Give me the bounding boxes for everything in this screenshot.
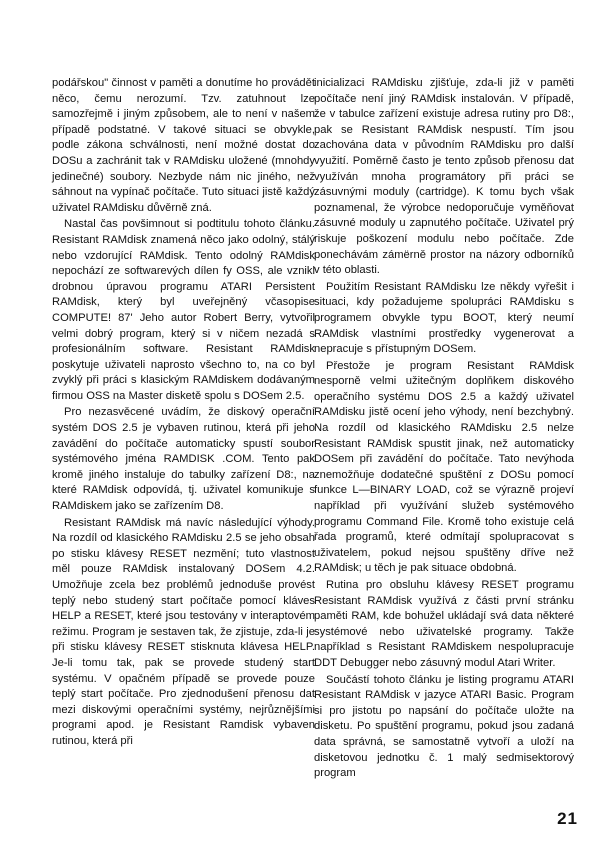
paragraph: Součástí tohoto článku je listing programu ATARI Resistant RAMdisk v jazyce ATARI Basic. Program si pro jistotu po napsání do počítače uložte na disketu. Po spuštění programu, pokud jsou zadaná data správná, se samostatně vytvoří a uloží na disketovou jednotku č. 1 malý sedmisektorový program	[314, 673, 574, 780]
paragraph: Pro nezasvěcené uvádím, že diskový operační systém DOS 2.5 je vybaven rutinou, která při jeho zavádění do počítače automaticky spustí soubor systémového jména RAMDISK .COM. Tento pak kromě jiného instaluje do tabulky zařízení D8:, na které RAMdisk odpovídá, tj. uživatel komunikuje s RAMdiskem jako se zařízením D8.	[52, 406, 315, 513]
paragraph: Použitím Resistant RAMdisku lze někdy vyřešit i situaci, kdy požadujeme spolupráci RAMdisku s programem obvykle typu BOOT, který neumí RAMdisk vlastními prostředky vygenerovat a nepracuje s přístupným DOSem.	[314, 280, 574, 356]
left-column	[52, 76, 315, 751]
right-column	[314, 76, 574, 783]
paragraph: Resistant RAMdisk má navíc následující výhody. Na rozdíl od klasického RAMdisku 2.5 se jeho obsah po stisku klávesy RESET nezmění; tuto vlastnost měl pouze RAMdisk instalovaný DOSem 4.2. Umožňuje zcela bez problémů jednoduše provést teplý nebo studený start počítače pomocí kláves HELP a RESET, které jsou testovány v interaptovém režimu. Program je sestaven tak, že zjistuje, zda-li je při stisku klávesy RESET stisknuta klávesa HELP. Je-li tomu tak, pak se provede studený start systému. V opačném případě se provede pouze teplý start počítače. Pro zjednodušení přenosu dat mezi diskovými operačními systémy, nejrůznějšími programi apod. je Resistant Ramdisk vybaven rutinou, která při	[52, 516, 315, 747]
page-number: 21	[557, 809, 578, 828]
paragraph: inicializaci RAMdisku zjišťuje, zda-li již v paměti počítače není jiný RAMdisk instalován. V případě, že v tabulce zařízení existuje adresa rutiny pro D8:, pak se Resistant RAMdisk nespustí. Tím jsou zachována data v původním RAMdisku pro další využití. Poměrně často je tento způsob přenosu dat využíván mnoha programátory při práci se zásuvnými moduly (cartridge). K tomu bych však poznamenal, že výrobce nedoporučuje vyměňovat zásuvné moduly u zapnutého počítače. Uživatel prý riskuje poškození modulu nebo počítače. Zde ponechávám zámërně prostor na názory odborníků v této oblasti.	[314, 77, 574, 277]
paragraph: podářskou" činnost v paměti a donutíme ho provádět něco, čemu nerozumí. Tzv. zatuhnout lze samozřejmě i jiným způsobem, ale to není v našem případě podstatné. V takové situaci se obvykle, podle zákona schválnosti, není možné dostat do DOSu a zachránit tak v RAMdisku uložené (mnohdy jedinečné) soubory. Nezbyde nám nic jiného, než sáhnout na vypínač počítače. Tuto situaci jistě každý uživatel RAMdisku důvěrně zná.	[52, 77, 315, 214]
paragraph: Nastal čas povšimnout si podtitulu tohoto článku. Resistant RAMdisk znamená něco jako odolný, stálý nebo vzdorující RAMdisk. Tento odolný RAMdisk nepochází ze softwarevých dílen fy OSS, ale vznikl drobnou úpravou programu ATARI Persistent RAMdisk, který byl uveřejněný včasopise COMPUTE! 87' Jeho autor Robert Berry, vytvořil velmi dobrý program, který si v ničem nezadá s profesionálním software. Resistant RAMdisk poskytuje uživateli naprosto všechno to, na co byl zvyklý při práci s klasickým RAMdiskem dodávaným firmou OSS na Master disketě spolu s DOSem 2.5.	[52, 218, 315, 402]
paragraph: Přestože je program Resistant RAMdisk nesporně velmi užitečným doplňkem diskového operačního systému DOS 2.5 a každý uživatel RAMdisku jistě ocení jeho výhody, není bezchybný. Na rozdíl od klasického RAMdisku 2.5 nelze Resistant RAMdisk spustit jinak, než automaticky DOSem při zavádění do počítače. Tato nevýhoda znemožňuje dodatečné spuštění z DOSu pomocí funkce L—BINARY LOAD, což se výrazně projeví například při využívání služeb systémového programu Command File. Kromě toho existuje celá řada programů, které odmítají spolupracovat s uživatelem, pokud nejsou spuštěny dříve než RAMdisk; u těch je pak situace obdobná.	[314, 359, 574, 575]
paragraph: Rutina pro obsluhu klávesy RESET programu Resistant RAMdisk využívá z části první stránku paměti RAM, kde bohužel ukládají svá data některé systémové nebo uživatelské programy. Takže například s Resistant RAMdiskem nespolupracuje DDT Debugger nebo zásuvný modul Atari Writer.	[314, 579, 574, 669]
